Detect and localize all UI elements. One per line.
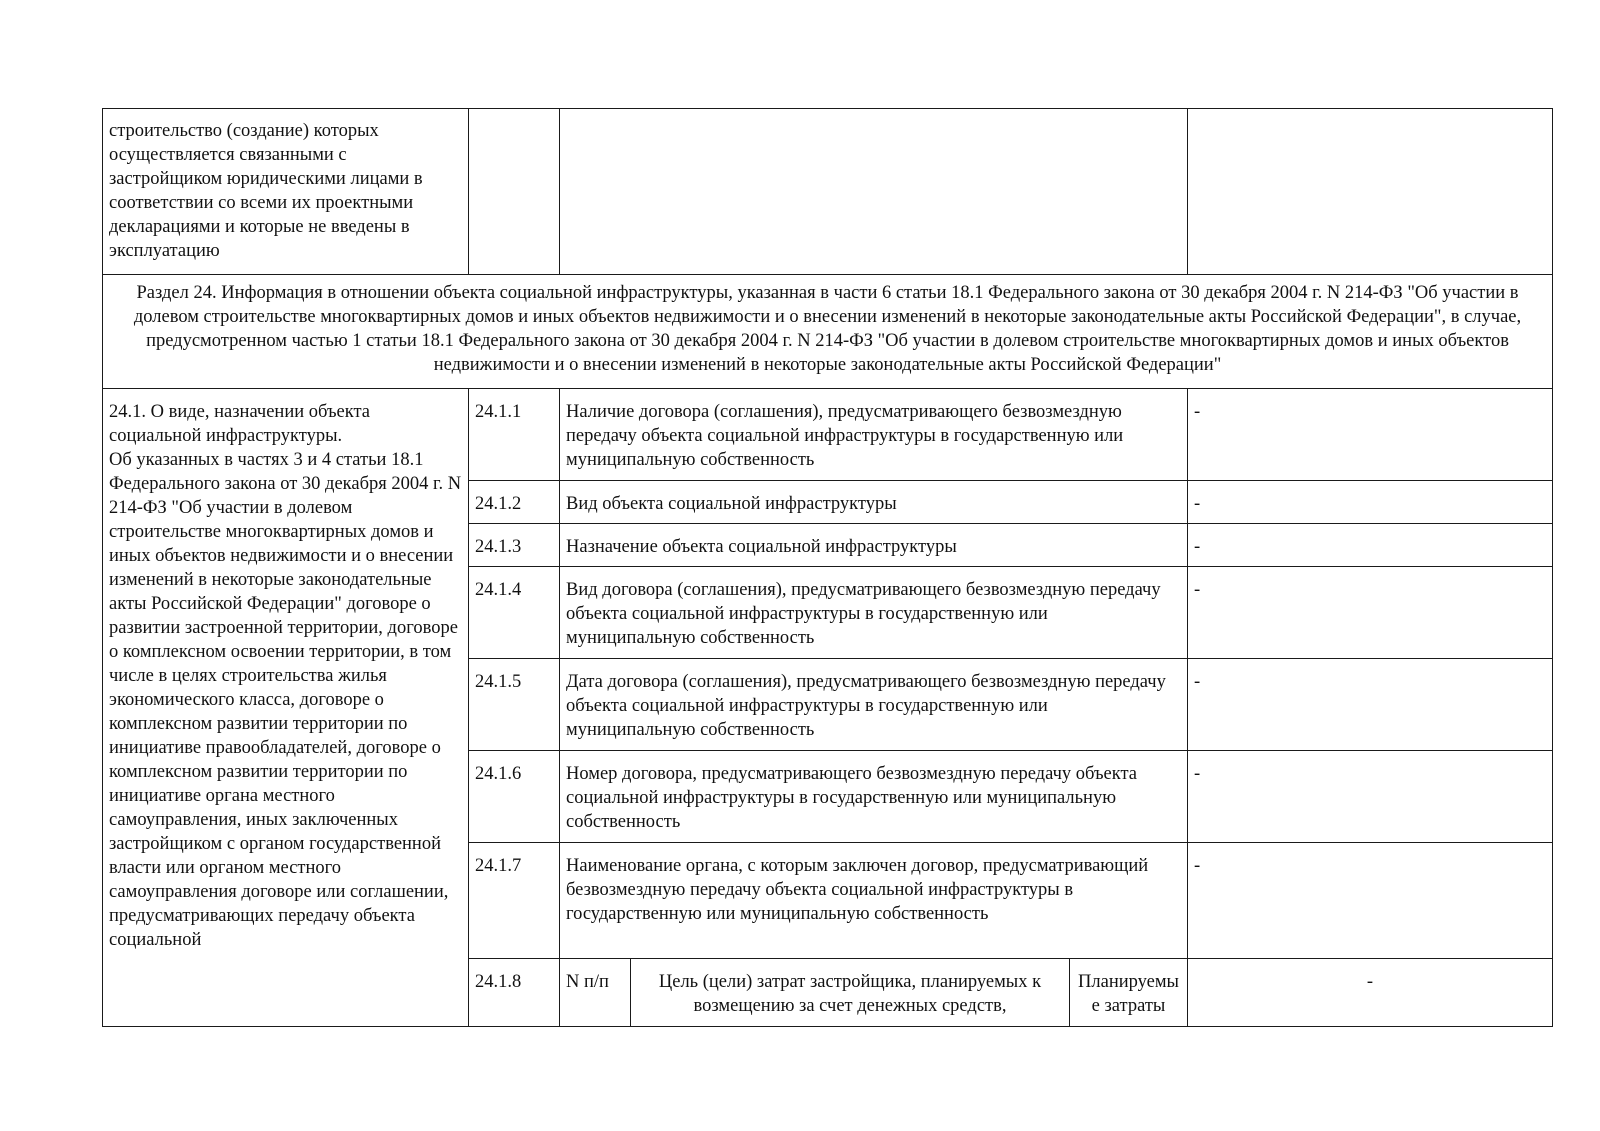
- subheader-purpose: Цель (цели) затрат застройщика, планируемых к возмещению за счет денежных средств,: [631, 959, 1070, 1027]
- continuation-row: [103, 109, 1553, 275]
- item-value: -: [1188, 843, 1553, 959]
- empty-cell: [560, 109, 1188, 275]
- item-description: Назначение объекта социальной инфраструктуры: [560, 524, 1188, 567]
- item-number: 24.1.3: [469, 524, 560, 567]
- item-number: 24.1.6: [469, 751, 560, 843]
- item-number: 24.1.5: [469, 659, 560, 751]
- item-number: 24.1.4: [469, 567, 560, 659]
- subheader-planned-costs: Планируемые затраты: [1070, 959, 1188, 1027]
- item-description: Номер договора, предусматривающего безвозмездную передачу объекта социальной инфраструктуры в государственную или муниципальную собственность: [560, 751, 1188, 843]
- item-description: Вид договора (соглашения), предусматривающего безвозмездную передачу объекта социальной инфраструктуры в государственную или муниципальную собственность: [560, 567, 1188, 659]
- section-title: Раздел 24. Информация в отношении объекта социальной инфраструктуры, указанная в части 6 статьи 18.1 Федерального закона от 30 декабря 2004 г. N 214-ФЗ "Об участии в долевом строительстве многоквартирных домов и иных объектов недвижимости и о внесении изменений в некоторые законодательные акты Российской Федерации", в случае, предусмотренном частью 1 статьи 18.1 Федерального закона от 30 декабря 2004 г. N 214-ФЗ "Об участии в долевом строительстве многоквартирных домов и иных объектов недвижимости и о внесении изменений в некоторые законодательные акты Российской Федерации": [103, 275, 1553, 389]
- item-value: -: [1188, 567, 1553, 659]
- item-description: Наличие договора (соглашения), предусматривающего безвозмездную передачу объекта социальной инфраструктуры в государственную или муниципальную собственность: [560, 389, 1188, 481]
- item-number: 24.1.7: [469, 843, 560, 959]
- item-value: -: [1188, 389, 1553, 481]
- item-value: -: [1188, 481, 1553, 524]
- item-description: Вид объекта социальной инфраструктуры: [560, 481, 1188, 524]
- continuation-text-cell: строительство (создание) которых осуществляется связанными с застройщиком юридическими лицами в соответствии со всеми их проектными декларациями и которые не введены в эксплуатацию: [103, 109, 469, 275]
- section-row: [103, 275, 1553, 389]
- empty-cell: [469, 109, 560, 275]
- item-description: Дата договора (соглашения), предусматривающего безвозмездную передачу объекта социальной инфраструктуры в государственную или муниципальную собственность: [560, 659, 1188, 751]
- item-value: -: [1188, 659, 1553, 751]
- item-value: -: [1188, 959, 1553, 1027]
- item-number: 24.1.8: [469, 959, 560, 1027]
- item-value: -: [1188, 751, 1553, 843]
- group-label-cell: 24.1. О виде, назначении объекта социальной инфраструктуры. Об указанных в частях 3 и 4 статьи 18.1 Федерального закона от 30 декабря 2004 г. N 214-ФЗ "Об участии в долевом строительстве многоквартирных домов и иных объектов недвижимости и о внесении изменений в некоторые законодательные акты Российской Федерации" договоре о развитии застроенной территории, договоре о комплексном освоении территории, в том числе в целях строительства жилья экономического класса, договоре о комплексном развитии территории по инициативе правообладателей, договоре о комплексном развитии территории по инициативе органа местного самоуправления, иных заключенных застройщиком с органом государственной власти или органом местного самоуправления договоре или соглашении, предусматривающих передачу объекта социальной: [103, 389, 469, 1027]
- item-description: Наименование органа, с которым заключен договор, предусматривающий безвозмездную передачу объекта социальной инфраструктуры в государственную или муниципальную собственность: [560, 843, 1188, 959]
- disclosure-table: [102, 108, 1553, 1027]
- item-value: -: [1188, 524, 1553, 567]
- item-number: 24.1.1: [469, 389, 560, 481]
- empty-cell: [1188, 109, 1553, 275]
- subheader-number: N п/п: [560, 959, 631, 1027]
- item-number: 24.1.2: [469, 481, 560, 524]
- table-row: [103, 389, 1553, 481]
